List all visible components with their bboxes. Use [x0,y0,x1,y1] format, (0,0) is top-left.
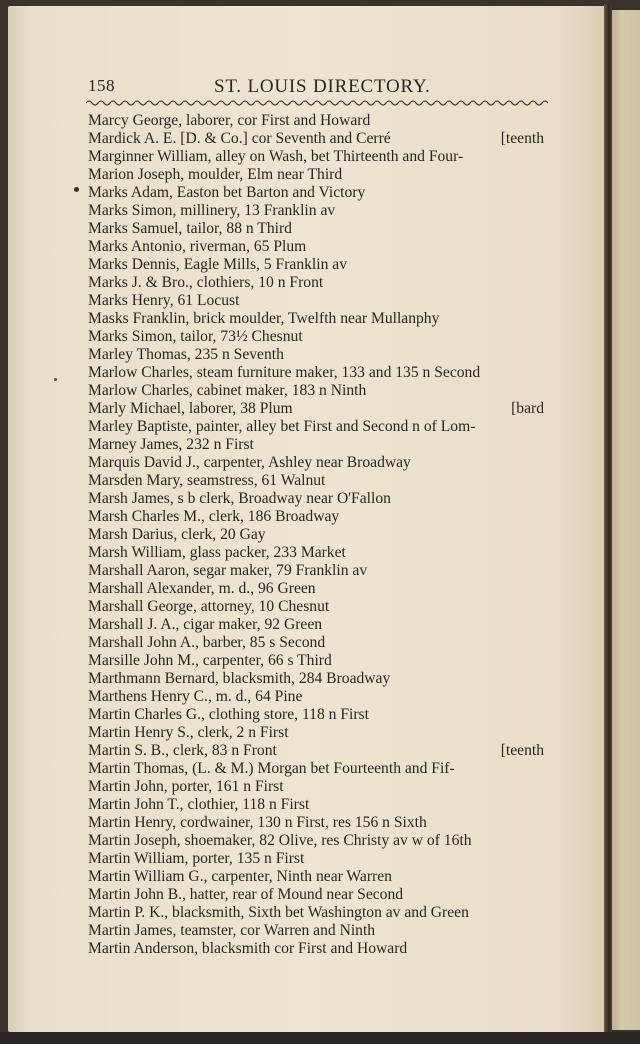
directory-entry [88,544,558,562]
entry-text: Marshall J. A., cigar maker, 92 Green [88,616,323,633]
directory-entry [88,598,558,616]
directory-entry [88,364,558,382]
entry-text: Martin S. B., clerk, 83 n Front [88,742,277,759]
entry-text: Martin William, porter, 135 n First [88,850,305,867]
entry-text: Martin Charles G., clothing store, 118 n First [88,706,369,723]
directory-entry [88,760,558,778]
entry-text: Marcy George, laborer, cor First and Howard [88,112,371,129]
entry-text: Martin John B., hatter, rear of Mound near Second [88,886,404,903]
directory-entry [88,238,558,256]
entry-text: Marshall Alexander, m. d., 96 Green [88,580,316,597]
entry-text: Marks Simon, millinery, 13 Franklin av [88,202,336,219]
entry-text: Marks Adam, Easton bet Barton and Victory [88,184,366,201]
directory-entry [88,562,558,580]
entry-continuation: [teenth [500,130,544,147]
entry-text: Marthens Henry C., m. d., 64 Pine [88,688,303,705]
directory-entry [88,148,558,166]
entry-text: Marsh James, s b clerk, Broadway near O'Fallon [88,490,391,507]
directory-entry [88,670,558,688]
ink-speck [54,378,57,381]
entry-text: Marshall John A., barber, 85 s Second [88,634,326,651]
directory-entry [88,796,558,814]
entry-text: Marsh Charles M., clerk, 186 Broadway [88,508,340,525]
directory-entries [88,112,558,958]
directory-entry [88,904,558,922]
entry-text: Martin John, porter, 161 n First [88,778,284,795]
directory-entry [88,274,558,292]
entry-text: Martin Thomas, (L. & M.) Morgan bet Fourteenth and Fif- [88,760,455,777]
directory-entry [88,724,558,742]
directory-entry [88,886,558,904]
entry-text: Marshall Aaron, segar maker, 79 Franklin av [88,562,368,579]
directory-entry [88,850,558,868]
entry-text: Marney James, 232 n First [88,436,254,453]
entry-text: Masks Franklin, brick moulder, Twelfth near Mullanphy [88,310,440,327]
directory-entry [88,328,558,346]
directory-entry [88,112,558,130]
entry-text: Martin Henry S., clerk, 2 n First [88,724,289,741]
directory-entry [88,814,558,832]
entry-text: Marion Joseph, moulder, Elm near Third [88,166,343,183]
directory-entry [88,508,558,526]
directory-entry [88,202,558,220]
entry-text: Marks Samuel, tailor, 88 n Third [88,220,292,237]
directory-entry [88,382,558,400]
bottom-edge-shadow [0,1032,640,1044]
directory-entry [88,940,558,958]
entry-text: Marks Dennis, Eagle Mills, 5 Franklin av [88,256,347,273]
entry-text: Martin James, teamster, cor Warren and Ninth [88,922,376,939]
directory-entry [88,706,558,724]
running-head: ST. LOUIS DIRECTORY. [214,76,431,97]
page-number: 158 [88,76,115,95]
entry-text: Marks Henry, 61 Locust [88,292,240,309]
entry-text: Marly Michael, laborer, 38 Plum [88,400,293,417]
book-spine-shadow [604,4,612,1036]
entry-text: Marks Antonio, riverman, 65 Plum [88,238,307,255]
entry-text: Marsh Darius, clerk, 20 Gay [88,526,266,543]
directory-entry [88,616,558,634]
entry-text: Marquis David J., carpenter, Ashley near Broadway [88,454,411,471]
ink-dot-mark [74,187,79,192]
directory-entry [88,580,558,598]
entry-text: Marthmann Bernard, blacksmith, 284 Broadway [88,670,391,687]
entry-text: Marginner William, alley on Wash, bet Thirteenth and Four- [88,148,464,165]
entry-text: Martin Joseph, shoemaker, 82 Olive, res Christy av w of 16th [88,832,472,849]
directory-entry [88,130,558,148]
entry-text: Marsh William, glass packer, 233 Market [88,544,346,561]
entry-text: Marshall George, attorney, 10 Chesnut [88,598,330,615]
entry-text: Marks J. & Bro., clothiers, 10 n Front [88,274,324,291]
directory-entry [88,418,558,436]
directory-entry [88,346,558,364]
directory-entry [88,742,558,760]
directory-entry [88,922,558,940]
directory-entry [88,400,558,418]
directory-entry [88,490,558,508]
entry-continuation: [teenth [500,742,544,759]
directory-entry [88,292,558,310]
directory-entry [88,436,558,454]
directory-entry [88,832,558,850]
entry-text: Mardick A. E. [D. & Co.] cor Seventh and Cerré [88,130,391,147]
directory-entry [88,652,558,670]
wavy-rule [86,99,550,107]
directory-entry [88,526,558,544]
directory-entry [88,634,558,652]
page-header [88,76,550,100]
directory-entry [88,472,558,490]
directory-entry [88,220,558,238]
directory-entry [88,166,558,184]
entry-text: Martin Anderson, blacksmith cor First and Howard [88,940,408,957]
entry-text: Martin P. K., blacksmith, Sixth bet Washington av and Green [88,904,469,921]
entry-text: Marlow Charles, cabinet maker, 183 n Ninth [88,382,367,399]
directory-entry [88,454,558,472]
entry-text: Marks Simon, tailor, 73½ Chesnut [88,328,303,345]
directory-entry [88,256,558,274]
directory-entry [88,778,558,796]
entry-text: Marsille John M., carpenter, 66 s Third [88,652,332,669]
directory-entry [88,310,558,328]
facing-page-edge [610,10,640,1030]
entry-continuation: [bard [511,400,544,417]
directory-entry [88,184,558,202]
entry-text: Marlow Charles, steam furniture maker, 133 and 135 n Second [88,364,481,381]
entry-text: Martin William G., carpenter, Ninth near Warren [88,868,392,885]
entry-text: Marley Thomas, 235 n Seventh [88,346,284,363]
entry-text: Martin Henry, cordwainer, 130 n First, res 156 n Sixth [88,814,427,831]
entry-text: Marsden Mary, seamstress, 61 Walnut [88,472,326,489]
entry-text: Marley Baptiste, painter, alley bet First and Second n of Lom- [88,418,476,435]
directory-entry [88,688,558,706]
entry-text: Martin John T., clothier, 118 n First [88,796,310,813]
directory-entry [88,868,558,886]
